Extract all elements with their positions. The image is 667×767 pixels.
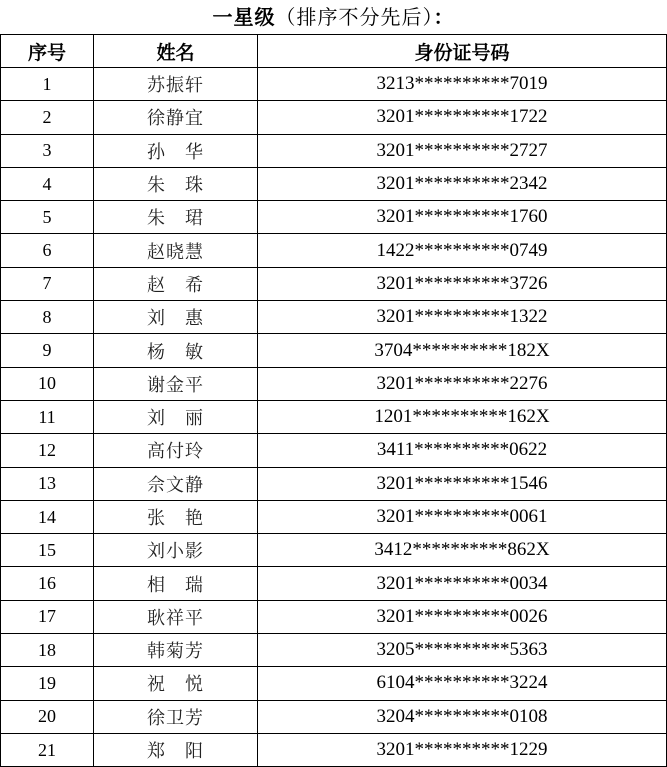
id-number-cell: 3201**********2276 xyxy=(258,367,667,400)
name-cell: 韩菊芳 xyxy=(94,634,258,667)
serial-number-cell: 21 xyxy=(1,733,94,766)
id-number-cell: 3213**********7019 xyxy=(258,68,667,101)
honor-list-table xyxy=(0,34,667,767)
serial-number-cell: 10 xyxy=(1,367,94,400)
id-number-cell: 3201**********3726 xyxy=(258,267,667,300)
name-cell: 刘 惠 xyxy=(94,301,258,334)
name-cell: 杨 敏 xyxy=(94,334,258,367)
id-number-cell: 3204**********0108 xyxy=(258,700,667,733)
id-number-cell: 3412**********862X xyxy=(258,534,667,567)
serial-number-cell: 11 xyxy=(1,400,94,433)
serial-number-cell: 19 xyxy=(1,667,94,700)
id-number-cell: 3411**********0622 xyxy=(258,434,667,467)
name-cell: 徐卫芳 xyxy=(94,700,258,733)
title-main: 一星级 xyxy=(212,5,276,29)
serial-number-cell: 13 xyxy=(1,467,94,500)
table-row xyxy=(1,201,667,234)
name-cell: 刘 丽 xyxy=(94,400,258,433)
serial-number-cell: 3 xyxy=(1,134,94,167)
id-number-cell: 3201**********2342 xyxy=(258,167,667,200)
table-body xyxy=(1,68,667,767)
name-cell: 相 瑞 xyxy=(94,567,258,600)
serial-number-cell: 16 xyxy=(1,567,94,600)
table-row xyxy=(1,101,667,134)
serial-number-cell: 20 xyxy=(1,700,94,733)
table-row xyxy=(1,534,667,567)
table-row xyxy=(1,267,667,300)
id-number-cell: 3201**********2727 xyxy=(258,134,667,167)
serial-number-cell: 6 xyxy=(1,234,94,267)
serial-number-cell: 9 xyxy=(1,334,94,367)
name-cell: 赵晓慧 xyxy=(94,234,258,267)
id-number-cell: 1422**********0749 xyxy=(258,234,667,267)
table-row xyxy=(1,301,667,334)
id-number-cell: 3201**********0026 xyxy=(258,600,667,633)
serial-number-cell: 7 xyxy=(1,267,94,300)
id-number-cell: 3704**********182X xyxy=(258,334,667,367)
table-row xyxy=(1,434,667,467)
name-cell: 孙 华 xyxy=(94,134,258,167)
name-cell: 祝 悦 xyxy=(94,667,258,700)
table-row xyxy=(1,234,667,267)
table-row xyxy=(1,134,667,167)
table-row xyxy=(1,500,667,533)
table-row xyxy=(1,334,667,367)
serial-number-cell: 17 xyxy=(1,600,94,633)
serial-number-cell: 5 xyxy=(1,201,94,234)
name-cell: 徐静宜 xyxy=(94,101,258,134)
serial-number-cell: 4 xyxy=(1,167,94,200)
header-id-number: 身份证号码 xyxy=(258,35,667,68)
table-row xyxy=(1,68,667,101)
name-cell: 谢金平 xyxy=(94,367,258,400)
id-number-cell: 3201**********0061 xyxy=(258,500,667,533)
name-cell: 高付玲 xyxy=(94,434,258,467)
table-row xyxy=(1,667,667,700)
id-number-cell: 3201**********1546 xyxy=(258,467,667,500)
name-cell: 郑 阳 xyxy=(94,733,258,766)
table-row xyxy=(1,400,667,433)
id-number-cell: 1201**********162X xyxy=(258,400,667,433)
name-cell: 朱 珺 xyxy=(94,201,258,234)
table-row xyxy=(1,567,667,600)
title-note: （排序不分先后） xyxy=(275,5,434,29)
serial-number-cell: 12 xyxy=(1,434,94,467)
table-row xyxy=(1,367,667,400)
id-number-cell: 3201**********1760 xyxy=(258,201,667,234)
table-row xyxy=(1,467,667,500)
table-header-row xyxy=(1,35,667,68)
serial-number-cell: 14 xyxy=(1,500,94,533)
serial-number-cell: 2 xyxy=(1,101,94,134)
serial-number-cell: 18 xyxy=(1,634,94,667)
name-cell: 佘文静 xyxy=(94,467,258,500)
title-colon: ： xyxy=(433,5,455,29)
name-cell: 张 艳 xyxy=(94,500,258,533)
id-number-cell: 3205**********5363 xyxy=(258,634,667,667)
table-row xyxy=(1,733,667,766)
table-row xyxy=(1,167,667,200)
id-number-cell: 6104**********3224 xyxy=(258,667,667,700)
table-row xyxy=(1,634,667,667)
name-cell: 赵 希 xyxy=(94,267,258,300)
id-number-cell: 3201**********1229 xyxy=(258,733,667,766)
table-row xyxy=(1,700,667,733)
serial-number-cell: 1 xyxy=(1,68,94,101)
serial-number-cell: 15 xyxy=(1,534,94,567)
name-cell: 苏振轩 xyxy=(94,68,258,101)
serial-number-cell: 8 xyxy=(1,301,94,334)
header-name: 姓名 xyxy=(94,35,258,68)
table-row xyxy=(1,600,667,633)
section-title xyxy=(0,0,667,34)
id-number-cell: 3201**********0034 xyxy=(258,567,667,600)
header-serial-number: 序号 xyxy=(1,35,94,68)
id-number-cell: 3201**********1322 xyxy=(258,301,667,334)
name-cell: 耿祥平 xyxy=(94,600,258,633)
name-cell: 朱 珠 xyxy=(94,167,258,200)
id-number-cell: 3201**********1722 xyxy=(258,101,667,134)
name-cell: 刘小影 xyxy=(94,534,258,567)
